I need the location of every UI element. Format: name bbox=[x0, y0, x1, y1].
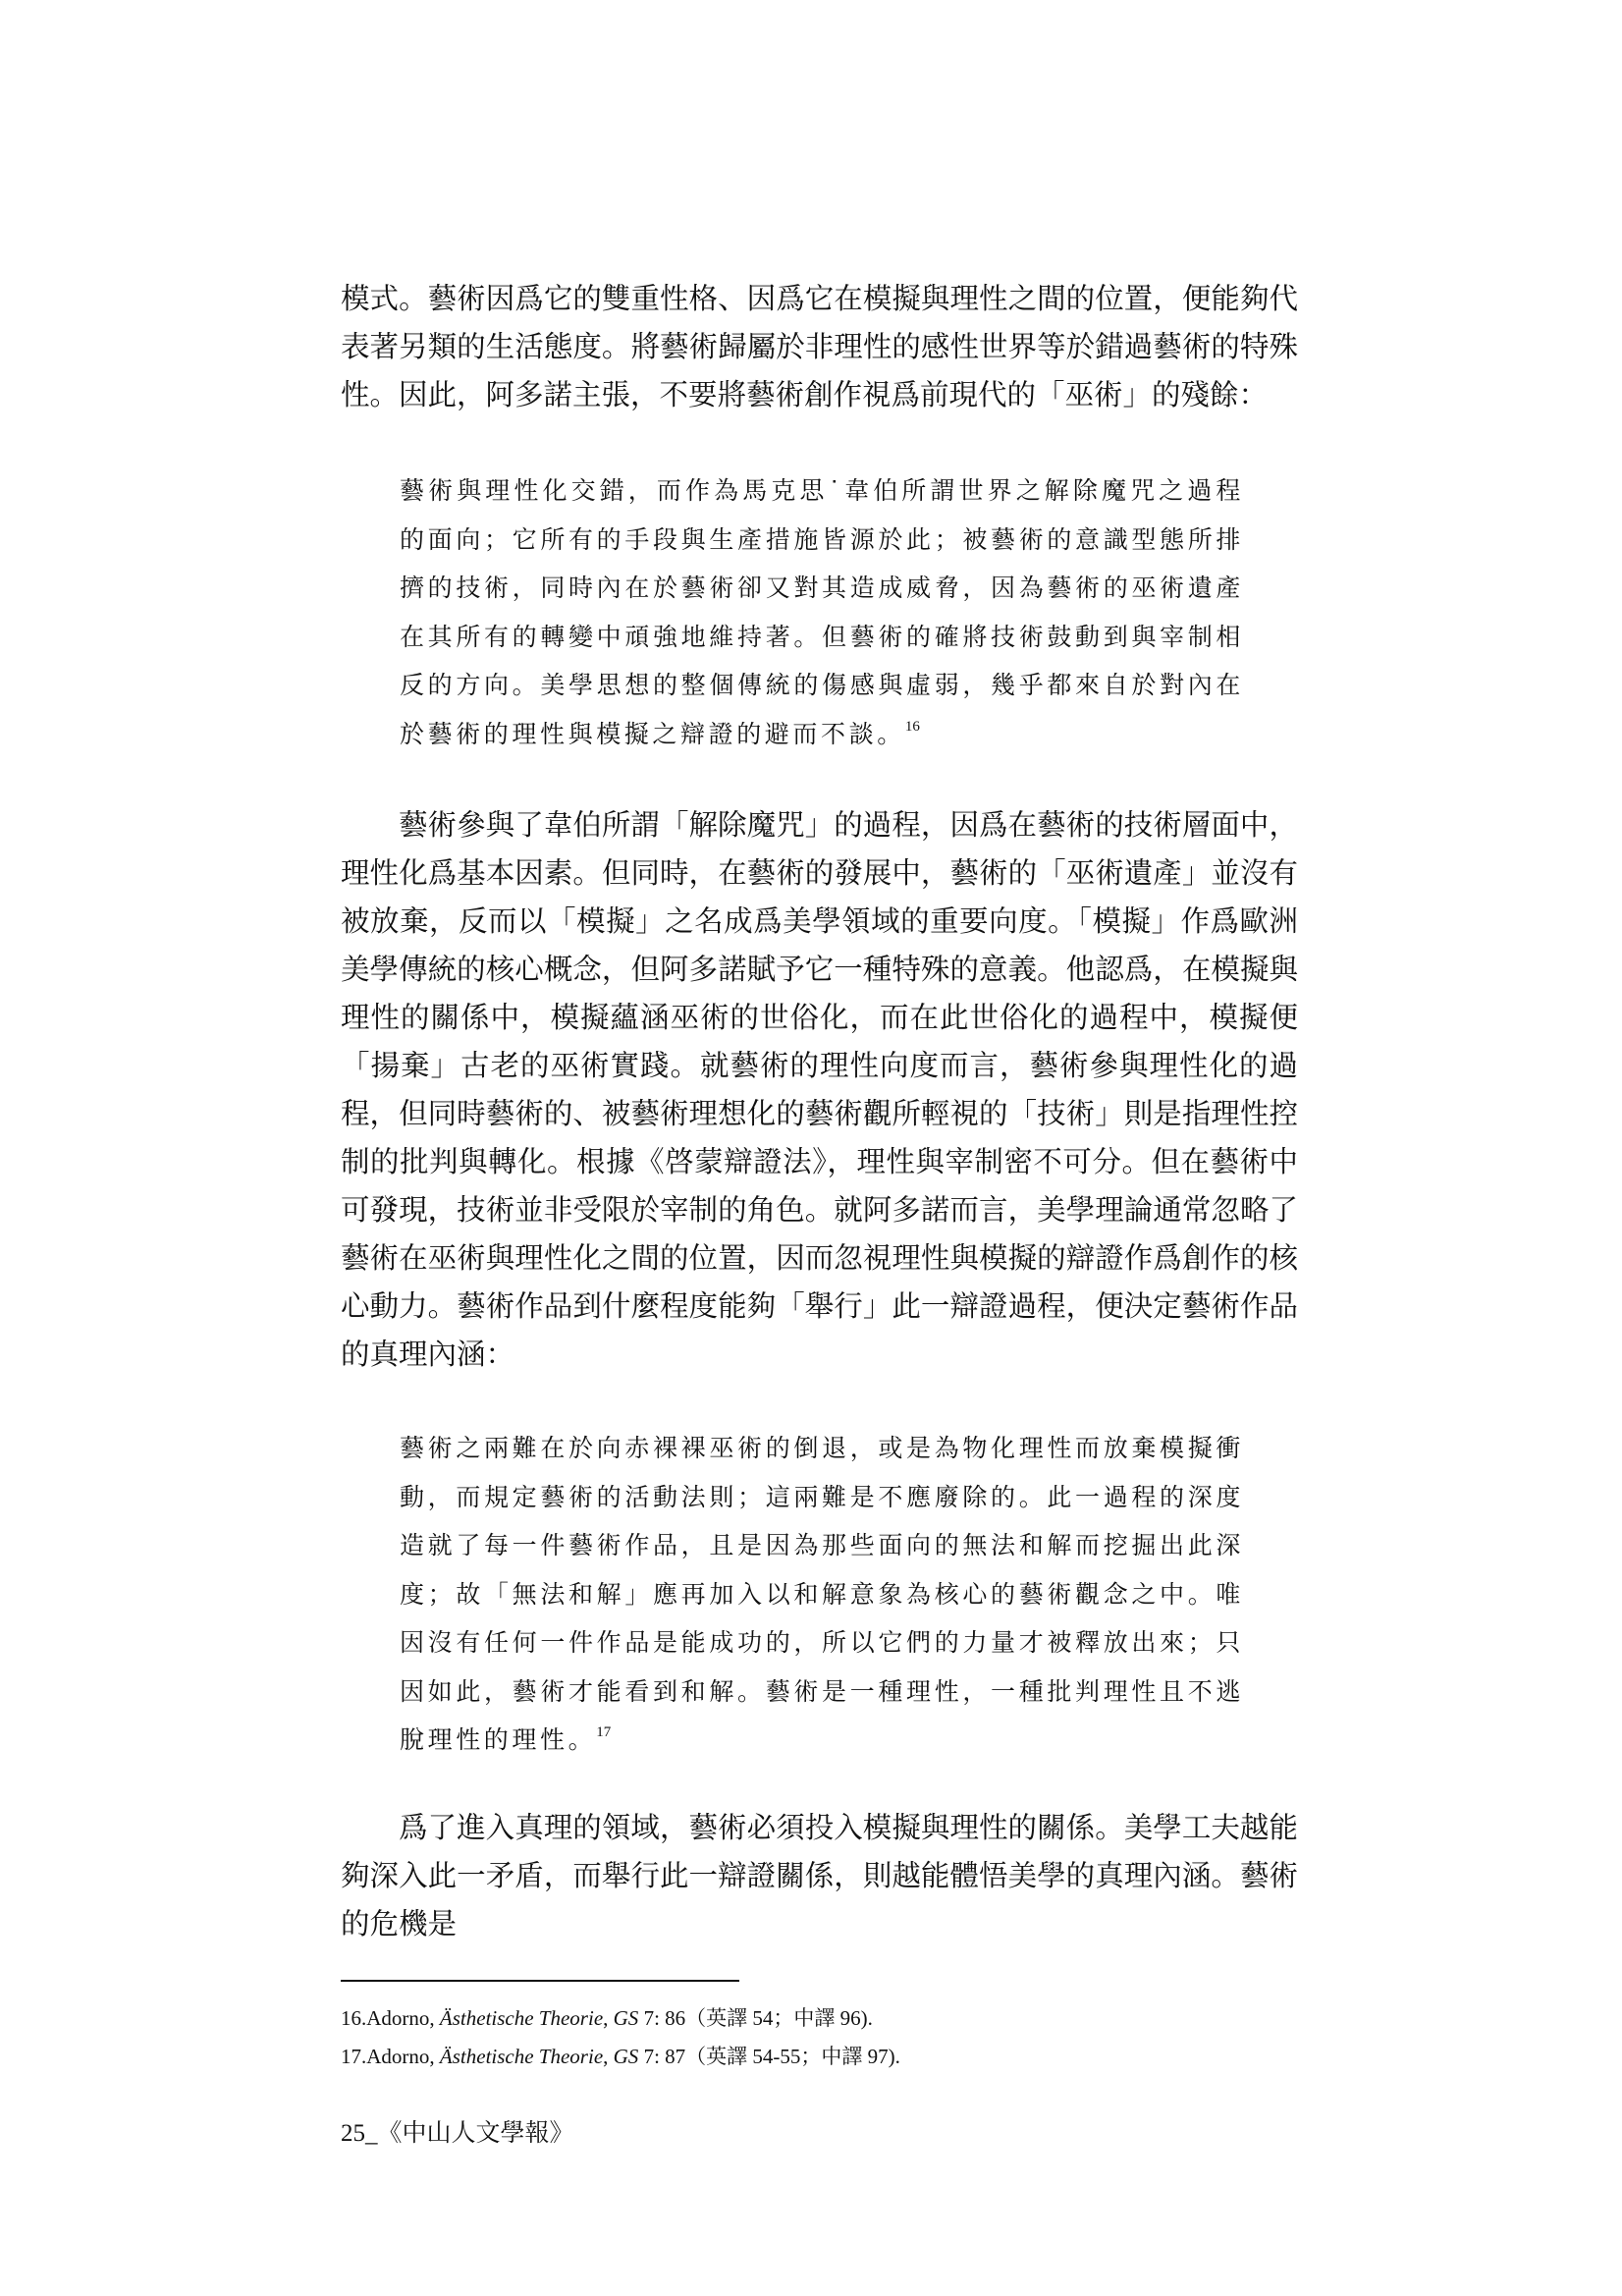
footnote-title: Ästhetische Theorie bbox=[439, 2044, 604, 2068]
footnote-16 bbox=[341, 1999, 1298, 2038]
block-quote-2-text: 藝術之兩難在於向赤裸裸巫術的倒退，或是為物化理性而放棄模擬衝動，而規定藝術的活動法則；這兩難是不應廢除的。此一過程的深度造就了每一件藝術作品，且是因為那些面向的無法和解而挖掘出此深度；故「無法和解」應再加入以和解意象為核心的藝術觀念之中。唯因沒有任何一件作品是能成功的，所以它們的力量才被釋放出來；只因如此，藝術才能看到和解。藝術是一種理性，一種批判理性且不逃脫理性的理性。 bbox=[400, 1434, 1244, 1754]
block-quote-1 bbox=[341, 466, 1244, 758]
page-number: 25 bbox=[341, 2119, 365, 2147]
footer-separator: _ bbox=[365, 2119, 378, 2147]
body-paragraph-2: 藝術參與了韋伯所謂「解除魔咒」的過程，因爲在藝術的技術層面中，理性化爲基本因素。但同時，在藝術的發展中，藝術的「巫術遺產」並沒有被放棄，反而以「模擬」之名成爲美學領域的重要向度。「模擬」作爲歐洲美學傳統的核心概念，但阿多諾賦予它一種特殊的意義。他認爲，在模擬與理性的關係中，模擬蘊涵巫術的世俗化，而在此世俗化的過程中，模擬便「揚棄」古老的巫術實踐。就藝術的理性向度而言，藝術參與理性化的過程，但同時藝術的、被藝術理想化的藝術觀所輕視的「技術」則是指理性控制的批判與轉化。根據《啓蒙辯證法》，理性與宰制密不可分。但在藝術中可發現，技術並非受限於宰制的角色。就阿多諾而言，美學理論通常忽略了藝術在巫術與理性化之間的位置，因而忽視理性與模擬的辯證作爲創作的核心動力。藝術作品到什麼程度能夠「舉行」此一辯證過程，便決定藝術作品的真理內涵： bbox=[341, 808, 1298, 1371]
footnote-number: 17. bbox=[341, 2044, 367, 2068]
body-paragraph-1: 模式。藝術因爲它的雙重性格、因爲它在模擬與理性之間的位置，便能夠代表著另類的生活態度。將藝術歸屬於非理性的感性世界等於錯過藝術的特殊性。因此，阿多諾主張，不要將藝術創作視爲前現代的「巫術」的殘餘： bbox=[341, 282, 1298, 411]
footnote-divider bbox=[341, 1980, 739, 1982]
block-quote-2 bbox=[341, 1424, 1244, 1765]
footnote-author: Adorno, bbox=[366, 2005, 440, 2030]
footnote-17 bbox=[341, 2038, 1298, 2076]
footnotes bbox=[341, 1999, 1298, 2076]
footnote-ref-16: 16 bbox=[904, 718, 920, 735]
footnote-title: Ästhetische Theorie bbox=[439, 2005, 604, 2030]
page-footer bbox=[341, 2113, 1298, 2149]
page-content bbox=[341, 275, 1298, 2149]
footnote-series: GS bbox=[613, 2005, 639, 2030]
footnote-sep: , bbox=[603, 2044, 614, 2068]
block-quote-1-text: 藝術與理性化交錯，而作為馬克思˙韋伯所謂世界之解除魔咒之過程的面向；它所有的手段與生產措施皆源於此；被藝術的意識型態所排擠的技術，同時內在於藝術卻又對其造成威脅，因為藝術的巫術遺產在其所有的轉變中頑強地維持著。但藝術的確將技術鼓動到與宰制相反的方向。美學思想的整個傳統的傷感與虛弱，幾乎都來自於對內在於藝術的理性與模擬之辯證的避而不談。 bbox=[400, 476, 1244, 748]
body-paragraph-3: 爲了進入真理的領域，藝術必須投入模擬與理性的關係。美學工夫越能夠深入此一矛盾，而舉行此一辯證關係，則越能體悟美學的真理內涵。藝術的危機是 bbox=[341, 1810, 1298, 1941]
footnote-ref: 7: 86（英譯 54；中譯 96). bbox=[638, 2005, 873, 2030]
footnote-author: Adorno, bbox=[366, 2044, 440, 2068]
footnote-series: GS bbox=[613, 2044, 639, 2068]
footnote-ref: 7: 87（英譯 54-55；中譯 97). bbox=[638, 2044, 900, 2068]
journal-name: 《中山人文學報》 bbox=[377, 2119, 574, 2147]
footnote-ref-17: 17 bbox=[596, 1724, 612, 1740]
footnote-sep: , bbox=[603, 2005, 614, 2030]
footnote-number: 16. bbox=[341, 2005, 367, 2030]
